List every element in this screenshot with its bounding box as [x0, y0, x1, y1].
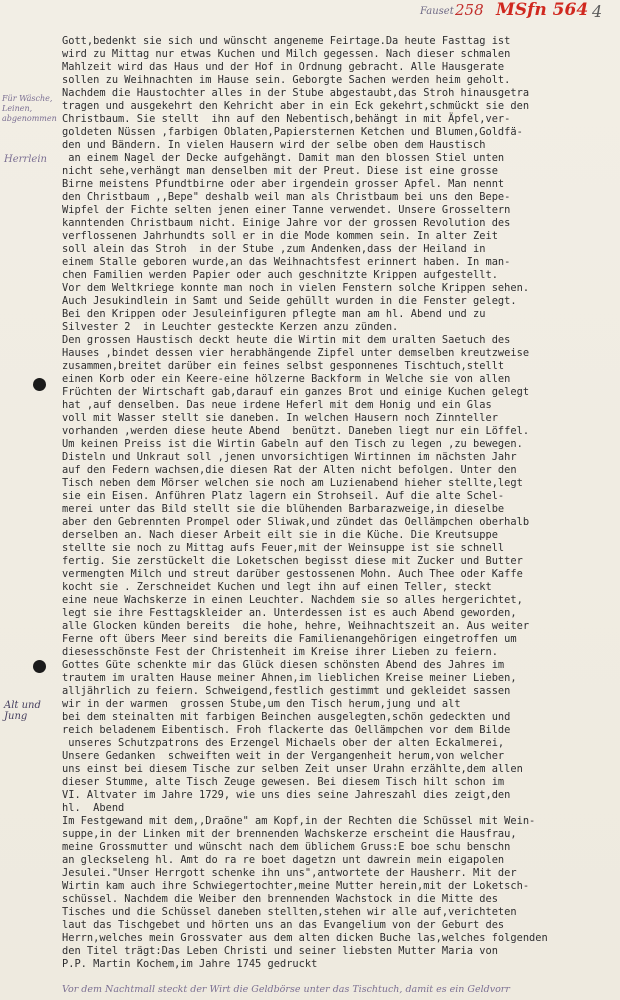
text-line: Um keinen Preiss ist die Wirtin Gabeln auf den Tisch zu legen ,zu bewegen.	[62, 438, 523, 450]
text-line: VI. Altvater im Jahre 1729, wie uns dies seine Jahreszahl dies zeigt,den	[62, 789, 511, 801]
archive-note: Fauset	[420, 6, 454, 17]
margin-note-linen: Für Wäsche, Leinen, abgenommen	[2, 94, 57, 123]
text-line: alle Glocken künden bereits die hohe, hehre, Weihnachtszeit an. Aus weiter	[62, 620, 530, 632]
margin-note-bottom: Vor dem Nachtmall steckt der Wirt die Geldbörse unter das Tischtuch, damit es ein Geldvorr	[62, 984, 510, 995]
text-line: fertig. Sie zerstückelt die Loketschen begisst diese mit Zucker und Butter	[62, 555, 523, 567]
text-line: Birne meistens Pfundtbirne oder aber irgendein grosser Apfel. Man nennt	[62, 178, 505, 190]
text-line: Früchten der Wirtschaft gab,darauf ein ganzes Brot und einige Kuchen gelegt	[62, 386, 530, 398]
text-line: dieser Stumme, alte Tisch Zeuge gewesen. Bei diesem Tisch hilt schon im	[62, 776, 505, 788]
text-line: den Christbaum ,,Bepe" deshalb weil man als Christbaum bei uns den Bepe-	[62, 191, 511, 203]
text-line: einem Stalle geboren wurde,an das Weihnachtsfest erinnert haben. In man-	[62, 256, 511, 268]
text-line: goldeten Nüssen ,farbigen Oblaten,Papiersternen Ketchen und Blumen,Goldfä-	[62, 126, 523, 138]
margin-note-herrlein: Herrlein	[4, 154, 47, 165]
text-line: Nachdem die Haustochter alles in der Stube abgestaubt,das Stroh hinausgetra	[62, 87, 530, 99]
text-line: sollen zu Weihnachten im Hause sein. Geborgte Sachen werden heim geholt.	[62, 74, 511, 86]
text-line: kocht sie . Zerschneidet Kuchen und legt ihn auf einen Teller, steckt	[62, 581, 492, 593]
text-line: kanntenden Christbaum nicht. Einige Jahre vor der grossen Revolution des	[62, 217, 511, 229]
text-line: chen Familien werden Papier oder auch geschnitzte Krippen aufgestellt.	[62, 269, 498, 281]
text-line: merei unter das Bild stellt sie die blühenden Barbarazweige,in dieselbe	[62, 503, 505, 515]
punch-hole-bottom	[33, 660, 46, 673]
call-number: MSfn 564	[496, 0, 589, 20]
text-line: Christbaum. Sie stellt ihn auf den Nebentisch,behängt in mit Äpfel,ver-	[62, 113, 511, 125]
text-line: sie ein Eisen. Anführen Platz lagern ein Strohseil. Auf die alte Schel-	[62, 490, 505, 502]
text-line: Silvester 2 in Leuchter gesteckte Kerzen anzu zünden.	[62, 321, 399, 333]
text-line: den und Bändern. In vielen Hausern wird der selbe oben dem Haustisch	[62, 139, 486, 151]
text-line: uns einst bei diesem Tische zur selben Zeit unser Urahn erzählte,dem allen	[62, 763, 523, 775]
text-line: Ferne oft übers Meer sind bereits die Familienangehörigen eingetroffen um	[62, 633, 517, 645]
text-line: alljährlich zu feiern. Schweigend,festlich gestimmt und gekleidet sassen	[62, 685, 511, 697]
archive-number: 258	[455, 1, 484, 19]
text-line: Wirtin kam auch ihre Schwiegertochter,meine Mutter herein,mit der Loketsch-	[62, 880, 530, 892]
text-line: unseres Schutzpatrons des Erzengel Michaels ober der alten Eckalmerei,	[62, 737, 505, 749]
text-line: Hauses ,bindet dessen vier herabhängende Zipfel unter demselben kreutzweise	[62, 347, 530, 359]
text-line: trautem im uralten Hause meiner Ahnen,im lieblichen Kreise meiner Lieben,	[62, 672, 517, 684]
text-line: Im Festgewand mit dem,,Draöne" am Kopf,in der Rechten die Schüssel mit Wein-	[62, 815, 536, 827]
text-line: wir in der warmen grossen Stube,um den Tisch herum,jung und alt	[62, 698, 461, 710]
text-line: laut das Tischgebet und hörten uns an das Evangelium von der Geburt des	[62, 919, 505, 931]
text-line: Bei den Krippen oder Jesuleinfiguren pflegte man am hl. Abend und zu	[62, 308, 486, 320]
text-line: aber den Gebrennten Prompel oder Sliwak,und zündet das Oellämpchen oberhalb	[62, 516, 530, 528]
text-line: Jesulei."Unser Herrgott schenke ihn uns",antwortete der Hausherr. Mit der	[62, 867, 517, 879]
text-line: reich beladenem Eibentisch. Froh flackerte das Oellämpchen vor dem Bilde	[62, 724, 511, 736]
text-line: Vor dem Weltkriege konnte man noch in vielen Fenstern solche Krippen sehen.	[62, 282, 530, 294]
text-line: den Titel trägt:Das Leben Christi und seiner liebsten Mutter Maria von	[62, 945, 498, 957]
text-line: Wipfel der Fichte selten jenen einer Tanne verwendet. Unsere Grosseltern	[62, 204, 511, 216]
text-line: vermengten Milch und streut darüber gestossenen Mohn. Auch Thee oder Kaffe	[62, 568, 523, 580]
text-line: verflossenen Jahrhundts soll er in die Mode kommen sein. In alter Zeit	[62, 230, 498, 242]
text-line: Mahlzeit wird das Haus und der Hof in Ordnung gebracht. Alle Hausgerate	[62, 61, 505, 73]
text-line: einen Korb oder ein Keere-eine hölzerne Backform in Welche sie von allen	[62, 373, 511, 385]
text-line: stellte sie noch zu Mittag aufs Feuer,mit der Weinsuppe ist sie schnell	[62, 542, 505, 554]
text-line: an gleckseleng hl. Amt do ra re boet dagetzn unt dawrein mein eigapolen	[62, 854, 505, 866]
text-line: vorhanden ,werden diese heute Abend benützt. Daneben liegt nur ein Löffel.	[62, 425, 530, 437]
text-line: an einem Nagel der Decke aufgehängt. Damit man den blossen Stiel unten	[62, 152, 505, 164]
text-line: tragen und ausgekehrt den Kehricht aber in ein Eck gekehrt,schmückt sie den	[62, 100, 530, 112]
text-line: zusammen,breitet darüber ein feines selbst gesponnenes Tischtuch,stellt	[62, 360, 505, 372]
text-line: Unsere Gedanken schweiften weit in der Vergangenheit herum,von welcher	[62, 750, 505, 762]
text-line: Gottes Güte schenkte mir das Glück diesen schönsten Abend des Jahres im	[62, 659, 505, 671]
punch-hole-top	[33, 378, 46, 391]
text-line: legt sie ihre Festtagskleider an. Unterdessen ist es auch Abend geworden,	[62, 607, 517, 619]
text-line: Herrn,welches mein Grossvater aus dem alten dicken Buche las,welches folgenden	[62, 932, 548, 944]
text-line: Auch Jesukindlein in Samt und Seide gehüllt wurden in die Fenster gelegt.	[62, 295, 517, 307]
text-line: eine neue Wachskerze in einen Leuchter. Nachdem sie so alles hergerichtet,	[62, 594, 523, 606]
text-line: hl. Abend	[62, 802, 125, 814]
text-line: schüssel. Nachdem die Weiber den brennenden Wachstock in die Mitte des	[62, 893, 498, 905]
text-line: hat ,auf denselben. Das neue irdene Heferl mit dem Honig und ein Glas	[62, 399, 492, 411]
text-line: Den grossen Haustisch deckt heute die Wirtin mit dem uralten Saetuch des	[62, 334, 511, 346]
text-line: diesesschönste Fest der Christenheit im Kreise ihrer Lieben zu feiern.	[62, 646, 498, 658]
text-line: derselben an. Nach dieser Arbeit eilt sie in die Küche. Die Kreutsuppe	[62, 529, 498, 541]
text-line: suppe,in der Linken mit der brennenden Wachskerze erscheint die Hausfrau,	[62, 828, 517, 840]
text-line: Tisches und die Schüssel daneben stellten,stehen wir alle auf,verichteten	[62, 906, 517, 918]
text-line: bei dem steinalten mit farbigen Beinchen ausgelegten,schön gedeckten und	[62, 711, 511, 723]
text-line: meine Grossmutter und wünscht nach dem üblichem Gruss:E boe schu benschn	[62, 841, 511, 853]
text-line: wird zu Mittag nur etwas Kuchen und Milch gegessen. Nach dieser schmalen	[62, 48, 511, 60]
text-line: nicht sehe,verhängt man denselben mit der Preut. Diese ist eine grosse	[62, 165, 498, 177]
text-line: Disteln und Unkraut soll ,jenen unvorsichtigen Wirtinnen im nächsten Jahr	[62, 451, 517, 463]
text-line: auf den Federn wachsen,die diesen Rat der Alten nicht befolgen. Unter den	[62, 464, 517, 476]
text-line: Tisch neben dem Mörser welchen sie noch am Luzienabend hieher stellte,legt	[62, 477, 523, 489]
text-line: P.P. Martin Kochem,im Jahre 1745 gedruckt	[62, 958, 318, 970]
margin-note-alt-und-jung: Alt und Jung	[4, 700, 41, 722]
text-line: Gott,bedenkt sie sich und wünscht angeneme Feirtage.Da heute Fasttag ist	[62, 35, 511, 47]
text-line: soll alein das Stroh in der Stube ,zum Andenken,dass der Heiland in	[62, 243, 486, 255]
page-number: 4	[592, 2, 603, 21]
text-line: voll mit Wasser stellt sie daneben. In welchen Hausern noch Zinnteller	[62, 412, 498, 424]
